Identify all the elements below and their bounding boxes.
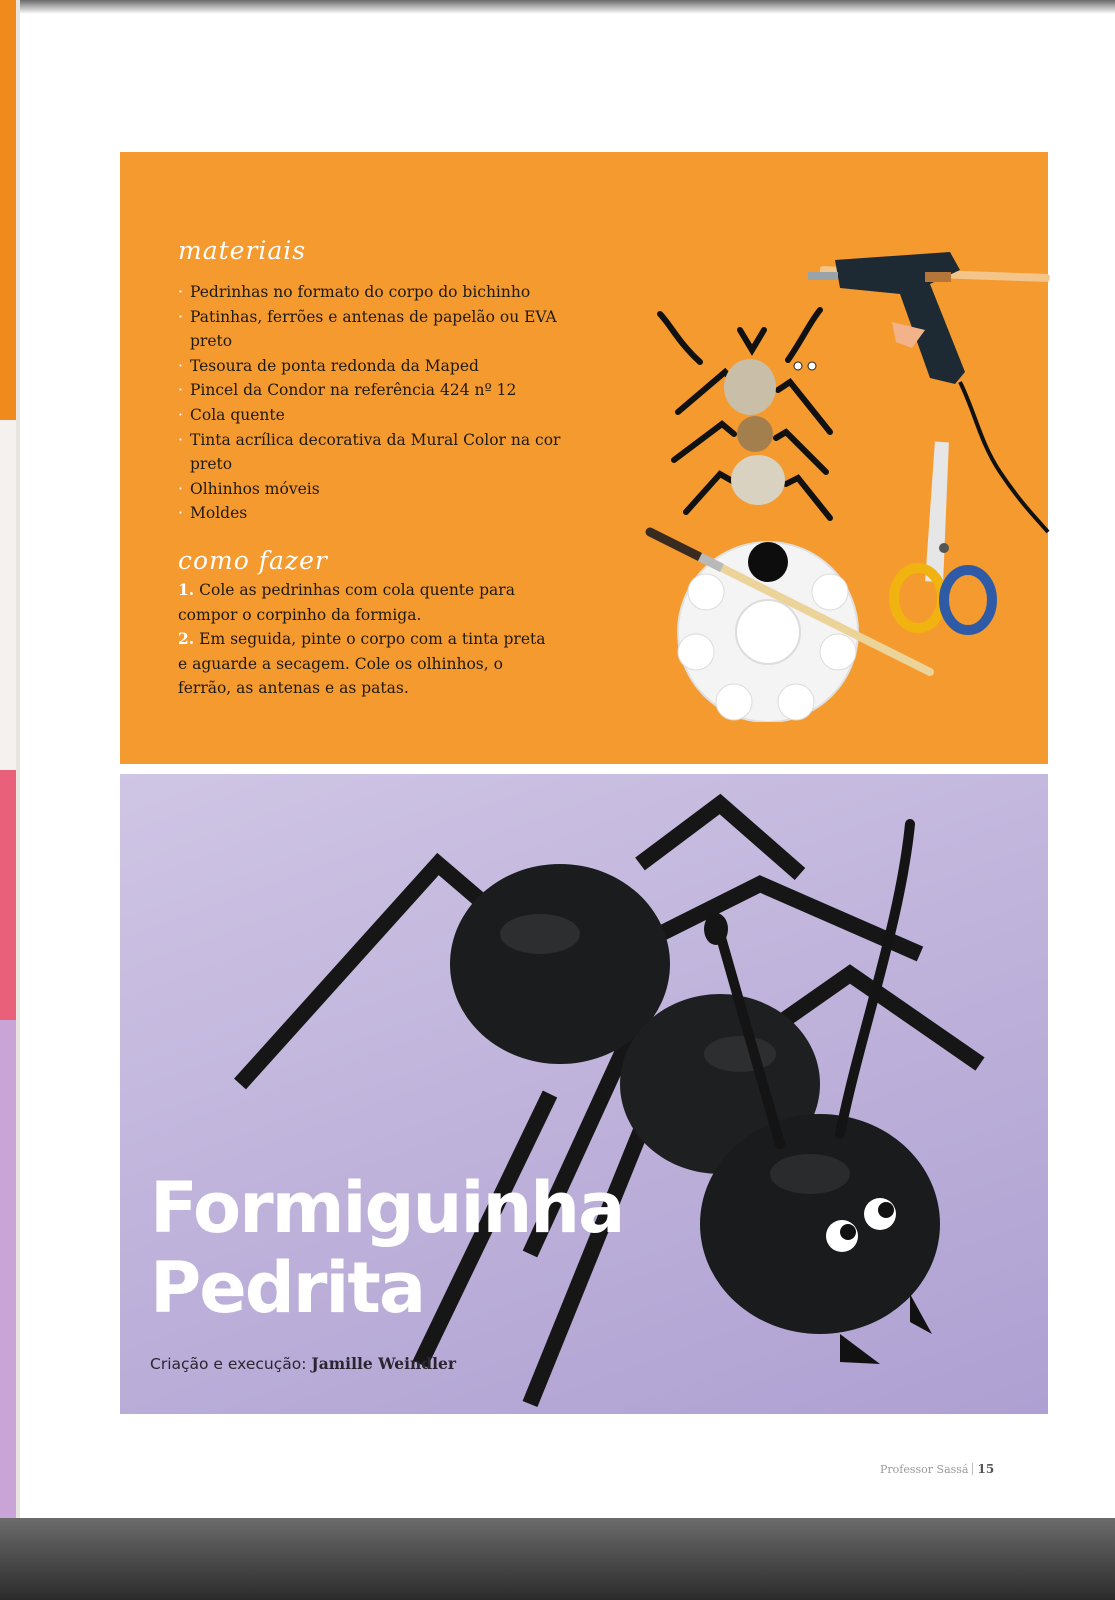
steps-list <box>178 578 558 701</box>
list-item: · Tinta acrílica decorativa da Mural Color na cor preto <box>178 430 561 474</box>
list-item: · Patinhas, ferrões e antenas de papelão ou EVA preto <box>178 307 557 351</box>
credit-label: Criação e execução: <box>150 1355 307 1373</box>
step-1: 1. Cole as pedrinhas com cola quente para compor o corpinho da formiga. <box>178 580 515 624</box>
title-line-1: Formiguinha <box>150 1167 624 1249</box>
materials-panel <box>120 152 1048 764</box>
step-2: 2. Em seguida, pinte o corpo com a tinta preta e aguarde a secagem. Cole os olhinhos, o ferrão, as antenas e as patas. <box>178 629 546 698</box>
binding-strip-pink <box>0 770 16 1020</box>
paint-palette-icon <box>678 542 858 722</box>
credit-name: Jamille Weindler <box>311 1354 457 1373</box>
project-photo-panel <box>120 774 1048 1414</box>
materials-heading: materiais <box>178 236 307 265</box>
ant-leg <box>660 884 920 954</box>
list-item: · Olhinhos móveis <box>178 479 320 498</box>
title-line-2: Pedrita <box>150 1247 425 1329</box>
project-title <box>150 1168 623 1328</box>
binding-strip-lilac <box>0 1020 16 1520</box>
scissors-icon <box>894 441 992 630</box>
page-top-shadow <box>0 0 1115 14</box>
binding-strip-white <box>0 420 16 770</box>
how-to-heading: como fazer <box>178 546 328 575</box>
ant-head <box>700 1114 940 1334</box>
page-number: 15 <box>977 1462 995 1476</box>
glue-gun-icon <box>808 252 1050 532</box>
materials-list <box>178 280 578 526</box>
ant-leg <box>640 804 800 874</box>
page-folio <box>880 1462 994 1476</box>
magazine-name: Professor Sassá <box>880 1463 969 1476</box>
page-bottom-shadow <box>0 1518 1115 1600</box>
binding-strip-orange <box>0 0 16 420</box>
list-item: · Cola quente <box>178 405 285 424</box>
credit-line <box>150 1354 456 1373</box>
list-item: · Moldes <box>178 504 248 523</box>
list-item: · Pincel da Condor na referência 424 nº 12 <box>178 381 517 400</box>
binding-line <box>16 0 20 1520</box>
list-item: · Pedrinhas no formato do corpo do bichinho <box>178 283 531 301</box>
list-item: · Tesoura de ponta redonda da Maped <box>178 356 479 375</box>
materials-photo <box>630 202 1050 722</box>
